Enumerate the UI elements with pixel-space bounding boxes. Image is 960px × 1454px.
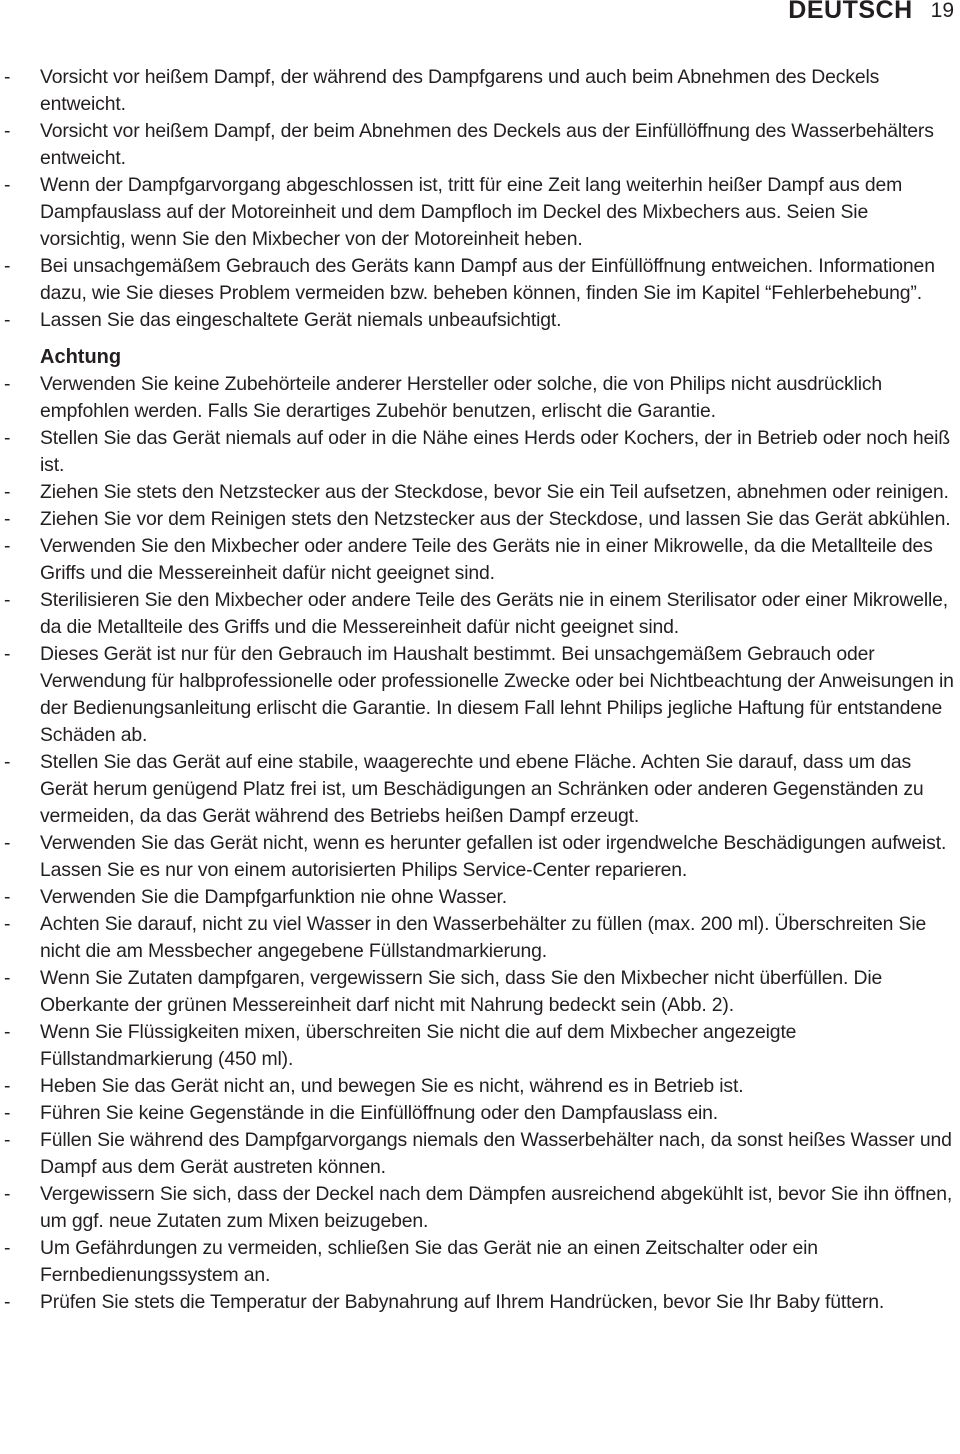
warning-item: - Lassen Sie das eingeschaltete Gerät niemals unbeaufsichtigt. <box>4 309 562 331</box>
caution-item-text: Um Gefährdungen zu vermeiden, schließen Sie das Gerät nie an einen Zeitschalter oder ein Fernbedienungssystem an. <box>40 1237 818 1286</box>
caution-item-text: Achten Sie darauf, nicht zu viel Wasser in den Wasserbehälter zu füllen (max. 200 ml). Überschreiten Sie nicht die am Messbecher angegebene Füllstandmarkierung. <box>40 913 927 962</box>
page-number: 19 <box>930 0 954 22</box>
caution-item: - Heben Sie das Gerät nicht an, und bewegen Sie es nicht, während es in Betrieb ist. <box>4 1075 744 1097</box>
caution-item-text: Ziehen Sie vor dem Reinigen stets den Netzstecker aus der Steckdose, und lassen Sie das Gerät abkühlen. <box>40 508 951 530</box>
caution-item-text: Dieses Gerät ist nur für den Gebrauch im Haushalt bestimmt. Bei unsachgemäßem Gebrauch oder Verwendung für halbprofessionelle oder professionelle Zwecke oder bei Nichtbeachtung der Anweisungen in der Bedienungsanleitung erlischt die Garantie. In diesem Fall lehnt Philips jegliche Haftung für entstandene Schäden ab. <box>40 643 954 746</box>
warning-item: - Wenn der Dampfgarvorgang abgeschlossen ist, tritt für eine Zeit lang weiterhin heißer Dampf aus dem Dampfauslass auf der Motoreinheit und dem Dampfloch im Deckel des Mixbechers aus. Seien Sie vorsichtig, wenn Sie den Mixbecher von der Motoreinheit heben. <box>4 174 903 250</box>
caution-item: - Wenn Sie Zutaten dampfgaren, vergewissern Sie sich, dass Sie den Mixbecher nicht überfüllen. Die Oberkante der grünen Messereinheit darf nicht mit Nahrung bedeckt sein (Abb. 2). <box>4 967 883 1016</box>
caution-item-text: Verwenden Sie keine Zubehörteile anderer Hersteller oder solche, die von Philips nicht ausdrücklich empfohlen werden. Falls Sie derartiges Zubehör benutzen, erlischt die Garantie. <box>40 373 883 422</box>
caution-item-text: Füllen Sie während des Dampfgarvorgangs niemals den Wasserbehälter nach, da sonst heißes Wasser und Dampf aus dem Gerät austreten können. <box>40 1129 952 1178</box>
page-header <box>788 0 960 24</box>
caution-item-text: Sterilisieren Sie den Mixbecher oder andere Teile des Geräts nie in einem Sterilisator oder einer Mikrowelle, da die Metallteile des Griffs und die Messereinheit dafür nicht geeignet sind. <box>40 589 949 638</box>
caution-list <box>4 371 958 1316</box>
warning-item-text: Vorsicht vor heißem Dampf, der während des Dampfgarens und auch beim Abnehmen des Deckels entweicht. <box>40 66 880 115</box>
caution-item: - Verwenden Sie das Gerät nicht, wenn es herunter gefallen ist oder irgendwelche Beschädigungen aufweist. Lassen Sie es nur von einem autorisierten Philips Service-Center reparieren. <box>4 832 947 881</box>
caution-item: - Vergewissern Sie sich, dass der Deckel nach dem Dämpfen ausreichend abgekühlt ist, bevor Sie ihn öffnen, um ggf. neue Zutaten zum Mixen beizugeben. <box>4 1183 953 1232</box>
caution-item-text: Verwenden Sie das Gerät nicht, wenn es herunter gefallen ist oder irgendwelche Beschädigungen aufweist. Lassen Sie es nur von einem autorisierten Philips Service-Center reparieren. <box>40 832 947 881</box>
document-body <box>4 64 958 1316</box>
caution-item: - Füllen Sie während des Dampfgarvorgangs niemals den Wasserbehälter nach, da sonst heißes Wasser und Dampf aus dem Gerät austreten können. <box>4 1129 952 1178</box>
caution-item-text: Stellen Sie das Gerät auf eine stabile, waagerechte und ebene Fläche. Achten Sie darauf, dass um das Gerät herum genügend Platz frei ist, um Beschädigungen an Schränken oder anderen Gegenständen zu vermeiden, da das Gerät während des Betriebs heißen Dampf erzeugt. <box>40 751 924 827</box>
caution-item: - Ziehen Sie vor dem Reinigen stets den Netzstecker aus der Steckdose, und lassen Sie das Gerät abkühlen. <box>4 508 951 530</box>
caution-item: - Ziehen Sie stets den Netzstecker aus der Steckdose, bevor Sie ein Teil aufsetzen, abnehmen oder reinigen. <box>4 481 949 503</box>
language-label: DEUTSCH <box>788 0 913 24</box>
caution-item: - Sterilisieren Sie den Mixbecher oder andere Teile des Geräts nie in einem Sterilisator oder einer Mikrowelle, da die Metallteile des Griffs und die Messereinheit dafür nicht geeignet sind. <box>4 589 949 638</box>
caution-item-text: Prüfen Sie stets die Temperatur der Babynahrung auf Ihrem Handrücken, bevor Sie Ihr Baby füttern. <box>40 1291 885 1313</box>
caution-item: - Um Gefährdungen zu vermeiden, schließen Sie das Gerät nie an einen Zeitschalter oder ein Fernbedienungssystem an. <box>4 1237 818 1286</box>
caution-item-text: Stellen Sie das Gerät niemals auf oder in die Nähe eines Herds oder Kochers, der in Betrieb oder noch heiß ist. <box>40 427 950 476</box>
warning-item-text: Bei unsachgemäßem Gebrauch des Geräts kann Dampf aus der Einfüllöffnung entweichen. Informationen dazu, wie Sie dieses Problem vermeiden bzw. beheben können, finden Sie im Kapitel “Fehlerbehebung”. <box>40 255 935 304</box>
caution-item-text: Verwenden Sie den Mixbecher oder andere Teile des Geräts nie in einer Mikrowelle, da die Metallteile des Griffs und die Messereinheit dafür nicht geeignet sind. <box>40 535 933 584</box>
caution-item: - Achten Sie darauf, nicht zu viel Wasser in den Wasserbehälter zu füllen (max. 200 ml). Überschreiten Sie nicht die am Messbecher angegebene Füllstandmarkierung. <box>4 913 927 962</box>
warning-item-text: Vorsicht vor heißem Dampf, der beim Abnehmen des Deckels aus der Einfüllöffnung des Wasserbehälters entweicht. <box>40 120 934 169</box>
warning-item: - Vorsicht vor heißem Dampf, der während des Dampfgarens und auch beim Abnehmen des Deckels entweicht. <box>4 66 880 115</box>
warning-item: - Vorsicht vor heißem Dampf, der beim Abnehmen des Deckels aus der Einfüllöffnung des Wasserbehälters entweicht. <box>4 120 934 169</box>
caution-item-text: Heben Sie das Gerät nicht an, und bewegen Sie es nicht, während es in Betrieb ist. <box>40 1075 744 1097</box>
warning-list <box>4 64 958 334</box>
caution-item-text: Wenn Sie Flüssigkeiten mixen, überschreiten Sie nicht die auf dem Mixbecher angezeigte Füllstandmarkierung (450 ml). <box>40 1021 797 1070</box>
caution-item: - Dieses Gerät ist nur für den Gebrauch im Haushalt bestimmt. Bei unsachgemäßem Gebrauch oder Verwendung für halbprofessionelle oder professionelle Zwecke oder bei Nichtbeachtung der Anweisungen in der Bedienungsanleitung erlischt die Garantie. In diesem Fall lehnt Philips jegliche Haftung für entstandene Schäden ab. <box>4 643 954 746</box>
caution-item-text: Wenn Sie Zutaten dampfgaren, vergewissern Sie sich, dass Sie den Mixbecher nicht überfüllen. Die Oberkante der grünen Messereinheit darf nicht mit Nahrung bedeckt sein (Abb. 2). <box>40 967 883 1016</box>
caution-item: - Verwenden Sie den Mixbecher oder andere Teile des Geräts nie in einer Mikrowelle, da die Metallteile des Griffs und die Messereinheit dafür nicht geeignet sind. <box>4 535 933 584</box>
caution-item: - Verwenden Sie keine Zubehörteile anderer Hersteller oder solche, die von Philips nicht ausdrücklich empfohlen werden. Falls Sie derartiges Zubehör benutzen, erlischt die Garantie. <box>4 373 883 422</box>
caution-item-text: Vergewissern Sie sich, dass der Deckel nach dem Dämpfen ausreichend abgekühlt ist, bevor Sie ihn öffnen, um ggf. neue Zutaten zum Mixen beizugeben. <box>40 1183 953 1232</box>
warning-item-text: Wenn der Dampfgarvorgang abgeschlossen ist, tritt für eine Zeit lang weiterhin heißer Dampf aus dem Dampfauslass auf der Motoreinheit und dem Dampfloch im Deckel des Mixbechers aus. Seien Sie vorsichtig, wenn Sie den Mixbecher von der Motoreinheit heben. <box>40 174 903 250</box>
caution-item: - Stellen Sie das Gerät niemals auf oder in die Nähe eines Herds oder Kochers, der in Betrieb oder noch heiß ist. <box>4 427 950 476</box>
warning-item-text: Lassen Sie das eingeschaltete Gerät niemals unbeaufsichtigt. <box>40 309 562 331</box>
caution-item-text: Ziehen Sie stets den Netzstecker aus der Steckdose, bevor Sie ein Teil aufsetzen, abnehmen oder reinigen. <box>40 481 949 503</box>
caution-item: - Stellen Sie das Gerät auf eine stabile, waagerechte und ebene Fläche. Achten Sie darauf, dass um das Gerät herum genügend Platz frei ist, um Beschädigungen an Schränken oder anderen Gegenständen zu vermeiden, da das Gerät während des Betriebs heißen Dampf erzeugt. <box>4 751 924 827</box>
caution-item-text: Verwenden Sie die Dampfgarfunktion nie ohne Wasser. <box>40 886 507 908</box>
warning-item: - Bei unsachgemäßem Gebrauch des Geräts kann Dampf aus der Einfüllöffnung entweichen. Informationen dazu, wie Sie dieses Problem vermeiden bzw. beheben können, finden Sie im Kapitel “Fehlerbehebung”. <box>4 255 935 304</box>
caution-item: - Verwenden Sie die Dampfgarfunktion nie ohne Wasser. <box>4 886 507 908</box>
caution-heading: Achtung <box>40 346 122 368</box>
caution-item: - Prüfen Sie stets die Temperatur der Babynahrung auf Ihrem Handrücken, bevor Sie Ihr Baby füttern. <box>4 1291 885 1313</box>
caution-item: - Führen Sie keine Gegenstände in die Einfüllöffnung oder den Dampfauslass ein. <box>4 1102 718 1124</box>
caution-item: - Wenn Sie Flüssigkeiten mixen, überschreiten Sie nicht die auf dem Mixbecher angezeigte Füllstandmarkierung (450 ml). <box>4 1021 797 1070</box>
caution-item-text: Führen Sie keine Gegenstände in die Einfüllöffnung oder den Dampfauslass ein. <box>40 1102 718 1124</box>
